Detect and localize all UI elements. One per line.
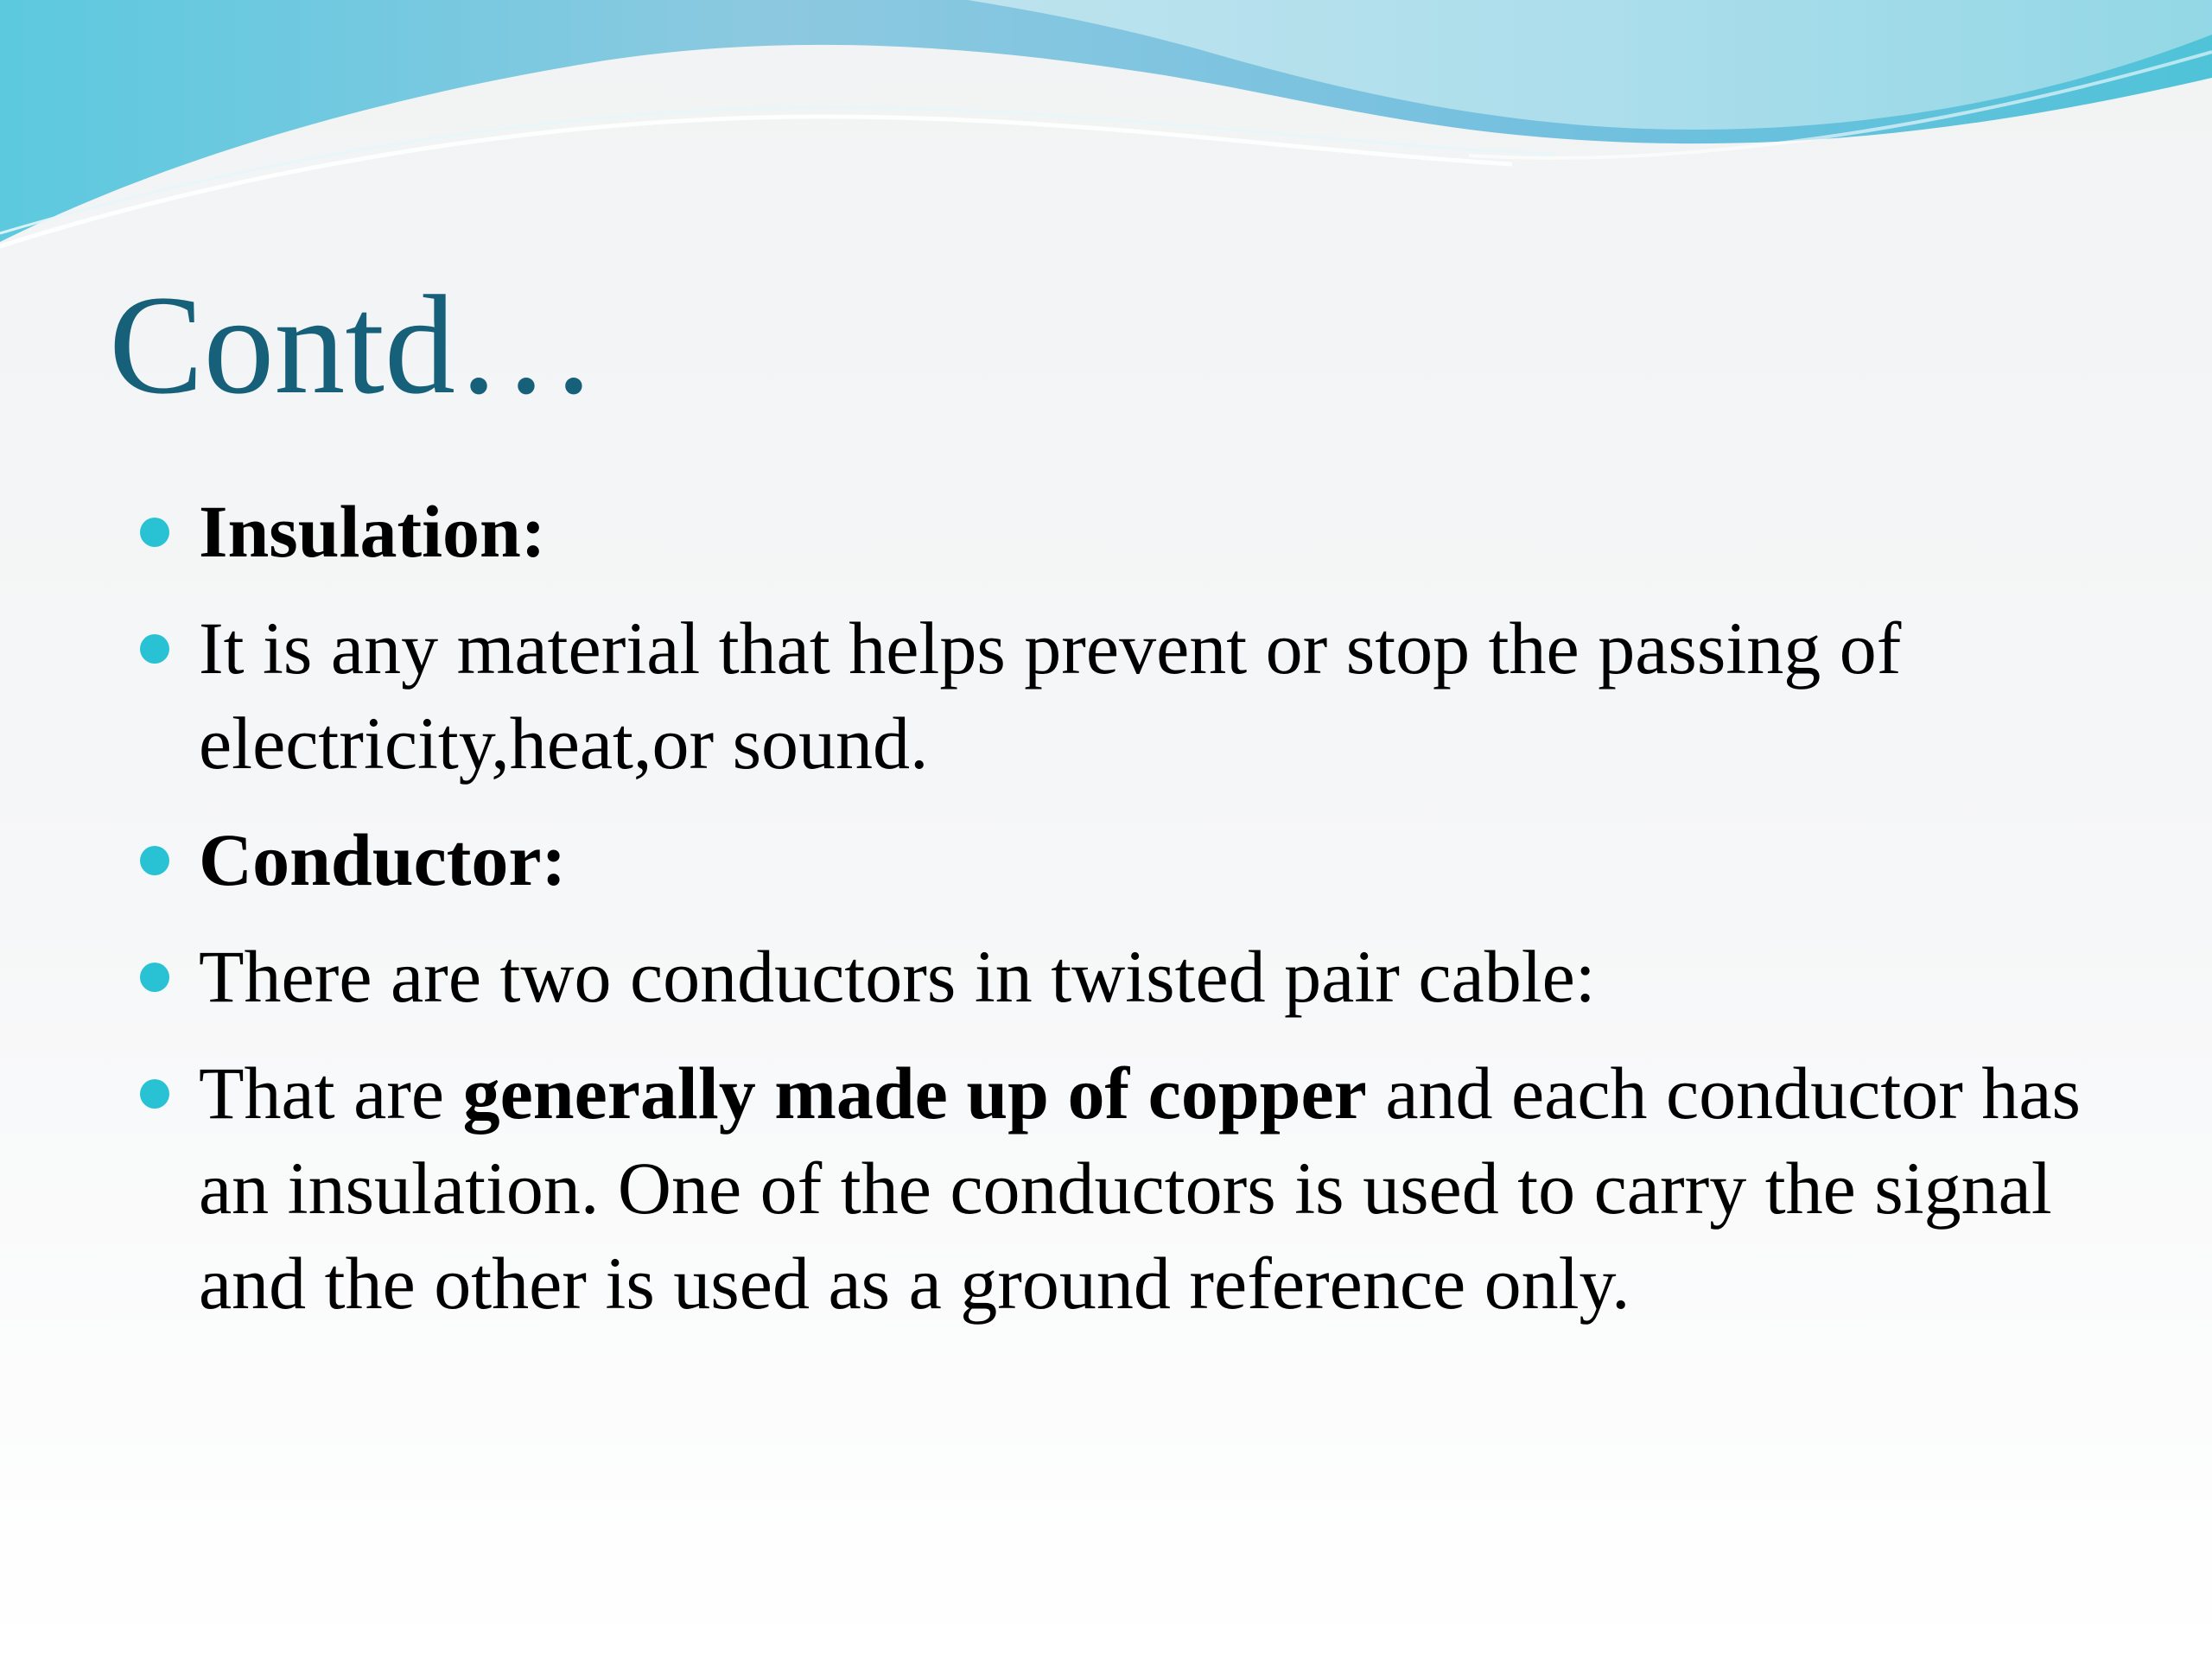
bullet-dot-icon: [140, 1079, 169, 1109]
bullet-list: [135, 484, 2113, 1352]
bullet-conductor-details: [135, 1046, 2113, 1331]
bullet-conductor-heading: [135, 812, 2113, 907]
bullet-dot-icon: [140, 963, 169, 992]
bullet-text-bold: generally made up of copper: [462, 1052, 1367, 1135]
bullet-dot-icon: [140, 846, 169, 875]
bullet-insulation-definition: [135, 601, 2113, 791]
bullet-text-suffix: and each conductor has an insulation. One of the conductors is used to carry the signal and the other is used as a ground reference only.: [199, 1052, 2082, 1325]
slide-title: Contd…: [109, 267, 597, 423]
bullet-text-prefix: That are: [199, 1052, 463, 1135]
bullet-dot-icon: [140, 518, 169, 547]
bullet-text: It is any material that helps prevent or stop the passing of electricity,heat,or sound.: [199, 607, 1902, 785]
bullet-dot-icon: [140, 634, 169, 664]
bullet-insulation-heading: [135, 484, 2113, 579]
header-wave-decoration: [0, 0, 2212, 259]
bullet-text: Insulation:: [199, 490, 546, 573]
bullet-text: Conductor:: [199, 818, 567, 901]
bullet-text: There are two conductors in twisted pair cable:: [199, 935, 1596, 1018]
bullet-conductor-count: [135, 929, 2113, 1024]
